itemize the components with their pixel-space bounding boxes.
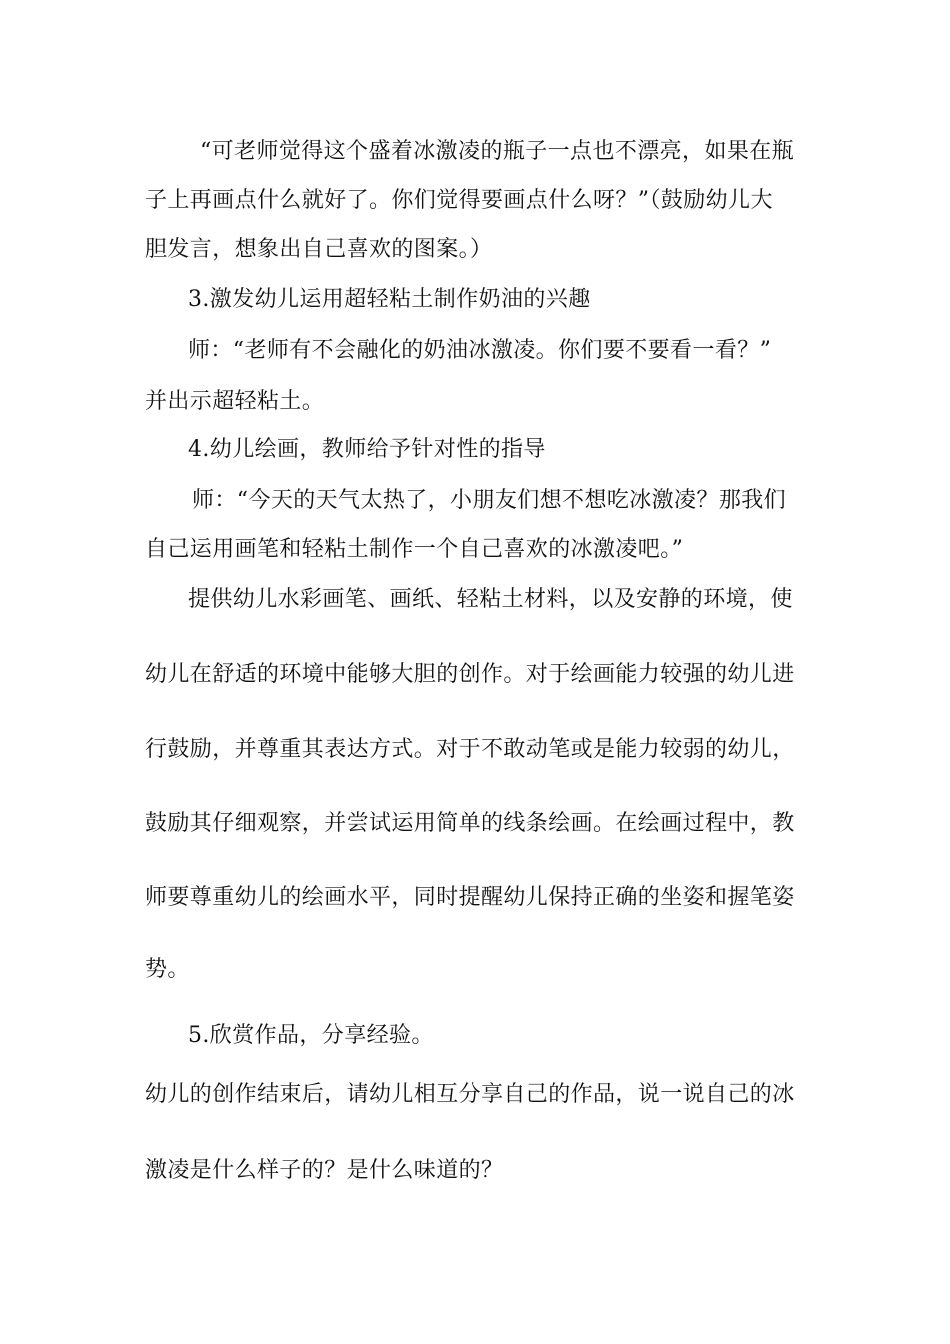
paragraph-4-line-4: 鼓励其仔细观察，并尝试运用简单的线条绘画。在绘画过程中，教 bbox=[145, 811, 795, 836]
paragraph-4-line-1: 提供幼儿水彩画笔、画纸、轻粘土材料，以及安静的环境，使 bbox=[188, 587, 793, 612]
paragraph-4-line-5: 师要尊重幼儿的绘画水平，同时提醒幼儿保持正确的坐姿和握笔姿 bbox=[145, 885, 795, 910]
paragraph-2-line-1: 师：“老师有不会融化的奶油冰激凌。你们要不要看一看？” bbox=[188, 338, 772, 363]
paragraph-4-line-6: 势。 bbox=[145, 957, 190, 982]
paragraph-5-line-1: 幼儿的创作结束后，请幼儿相互分享自己的作品，说一说自己的冰 bbox=[145, 1082, 795, 1107]
paragraph-3-line-1: 师：“今天的天气太热了，小朋友们想不想吃冰激凌？那我们 bbox=[192, 488, 787, 513]
paragraph-5-line-2: 激凌是什么样子的？是什么味道的？ bbox=[145, 1158, 504, 1183]
paragraph-4-line-2: 幼儿在舒适的环境中能够大胆的创作。对于绘画能力较强的幼儿进 bbox=[145, 662, 795, 687]
paragraph-4-line-3: 行鼓励，并尊重其表达方式。对于不敢动笔或是能力较弱的幼儿， bbox=[145, 737, 795, 762]
paragraph-3-line-2: 自己运用画笔和轻粘土制作一个自己喜欢的冰激凌吧。” bbox=[145, 537, 684, 562]
section-3-heading: 3.激发幼儿运用超轻粘土制作奶油的兴趣 bbox=[188, 287, 591, 312]
paragraph-1-line-2: 子上再画点什么就好了。你们觉得要画点什么呀？”（鼓励幼儿大 bbox=[145, 188, 773, 213]
section-5-heading: 5.欣赏作品，分享经验。 bbox=[188, 1023, 434, 1048]
paragraph-1-line-3: 胆发言，想象出自己喜欢的图案。） bbox=[145, 237, 493, 262]
section-4-heading: 4.幼儿绘画，教师给予针对性的指导 bbox=[188, 437, 546, 462]
paragraph-2-line-2: 并出示超轻粘土。 bbox=[145, 389, 325, 414]
paragraph-1-line-1: “可老师觉得这个盛着冰激凌的瓶子一点也不漂亮，如果在瓶 bbox=[200, 139, 795, 164]
